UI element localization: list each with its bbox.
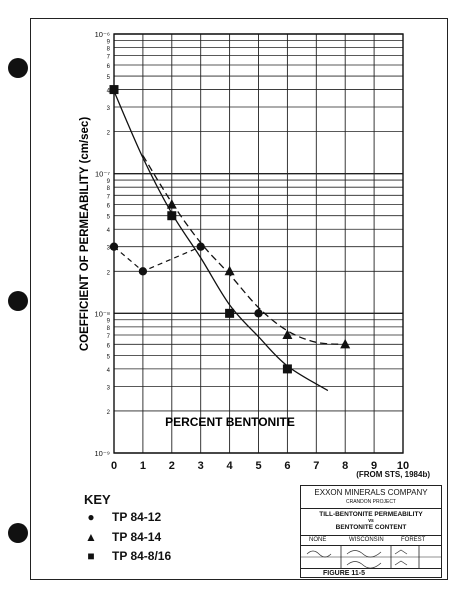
y-tick-label: 4 [106,367,110,374]
y-tick-label: 3 [106,385,110,392]
title-block-figure-row [301,569,441,579]
county-value: FOREST [401,537,426,543]
data-point-circle [139,267,147,275]
drawing-title-line1: TILL-BENTONITE PERMEABILITY [319,511,423,518]
triangle-icon: ▲ [85,530,97,544]
company-name: EXXON MINERALS COMPANY [314,488,428,497]
data-point-triangle [225,266,235,276]
y-tick-label: 8 [106,325,110,332]
tick-layer [94,30,409,472]
grid-layer [114,34,403,453]
y-tick-label: 10⁻⁹ [94,449,110,458]
square-icon: ■ [87,549,95,563]
drawing-title-line2: vs [368,518,374,524]
key-label: TP 84-12 [112,510,162,524]
key-item-tp-84-8-16 [84,549,171,563]
key-title: KEY [84,492,111,507]
x-tick-label: 6 [284,460,291,472]
y-tick-label: 3 [106,245,110,252]
title-block-title-row [301,509,441,536]
data-point-square [225,309,234,318]
series-connector [114,247,201,272]
y-tick-label: 6 [106,203,110,210]
key-label: TP 84-14 [112,530,162,544]
data-point-circle [197,242,205,250]
y-tick-label: 9 [106,179,110,186]
y-tick-label: 10⁻⁶ [94,30,110,39]
project-name: CRANDON PROJECT [345,499,396,505]
y-tick-label: 2 [106,130,110,137]
x-tick-label: 4 [226,460,233,472]
y-axis-label: COEFFICIENT OF PERMEABILITY (cm/sec) [79,116,91,352]
data-point-square [283,364,292,373]
x-tick-label: 10 [396,460,410,472]
figure-number: FIGURE 11-5 [323,570,366,577]
y-tick-label: 5 [106,75,110,82]
x-tick-label: 0 [110,460,118,472]
x-tick-label: 1 [139,460,146,472]
title-block [300,485,442,578]
data-point-circle [110,242,118,250]
data-point-circle [254,309,262,317]
y-tick-label: 8 [106,186,110,193]
y-tick-label: 2 [106,270,110,277]
data-point-triangle [167,199,177,209]
scale-value: NONE [309,537,327,543]
signature-scribbles [301,546,441,568]
trend-curve-solid [114,91,328,390]
y-tick-label: 6 [106,63,110,70]
x-tick-label: 8 [342,460,349,472]
x-tick-label: 9 [371,460,378,472]
y-tick-label: 6 [106,343,110,350]
y-tick-label: 5 [106,354,110,361]
title-block-location-row [301,536,441,546]
data-point-square [110,85,119,94]
y-tick-label: 5 [106,214,110,221]
circle-icon: ● [87,510,95,524]
data-point-square [167,211,176,220]
title-block-project-row [301,499,441,509]
y-tick-label: 8 [106,46,110,53]
x-axis-label: PERCENT BENTONITE [165,415,295,429]
y-tick-label: 3 [106,106,110,113]
x-tick-label: 3 [197,460,204,472]
y-tick-label: 7 [106,333,110,340]
drawing-title-line3: BENTONITE CONTENT [335,524,407,531]
x-tick-label: 2 [168,460,175,472]
y-tick-label: 4 [106,88,110,95]
y-tick-label: 9 [106,318,110,325]
key-label: TP 84-8/16 [112,549,172,563]
y-tick-label: 4 [106,228,110,235]
data-point-triangle [282,329,292,339]
y-tick-label: 10⁻⁸ [94,309,110,319]
x-tick-label: 7 [313,460,320,472]
title-block-signature-row [301,546,441,569]
y-tick-label: 10⁻⁷ [94,169,110,179]
key-item-tp-84-14 [84,530,161,544]
y-tick-label: 9 [106,39,110,46]
trend-curve-dashed [143,155,345,344]
x-tick-label: 5 [255,460,262,472]
state-value: WISCONSIN [349,537,384,543]
source-note: (FROM STS, 1984b) [356,470,430,479]
y-tick-label: 7 [106,194,110,201]
y-tick-label: 2 [106,409,110,416]
y-tick-label: 7 [106,54,110,61]
key-item-tp-84-12 [84,510,161,524]
data-point-triangle [340,339,350,349]
